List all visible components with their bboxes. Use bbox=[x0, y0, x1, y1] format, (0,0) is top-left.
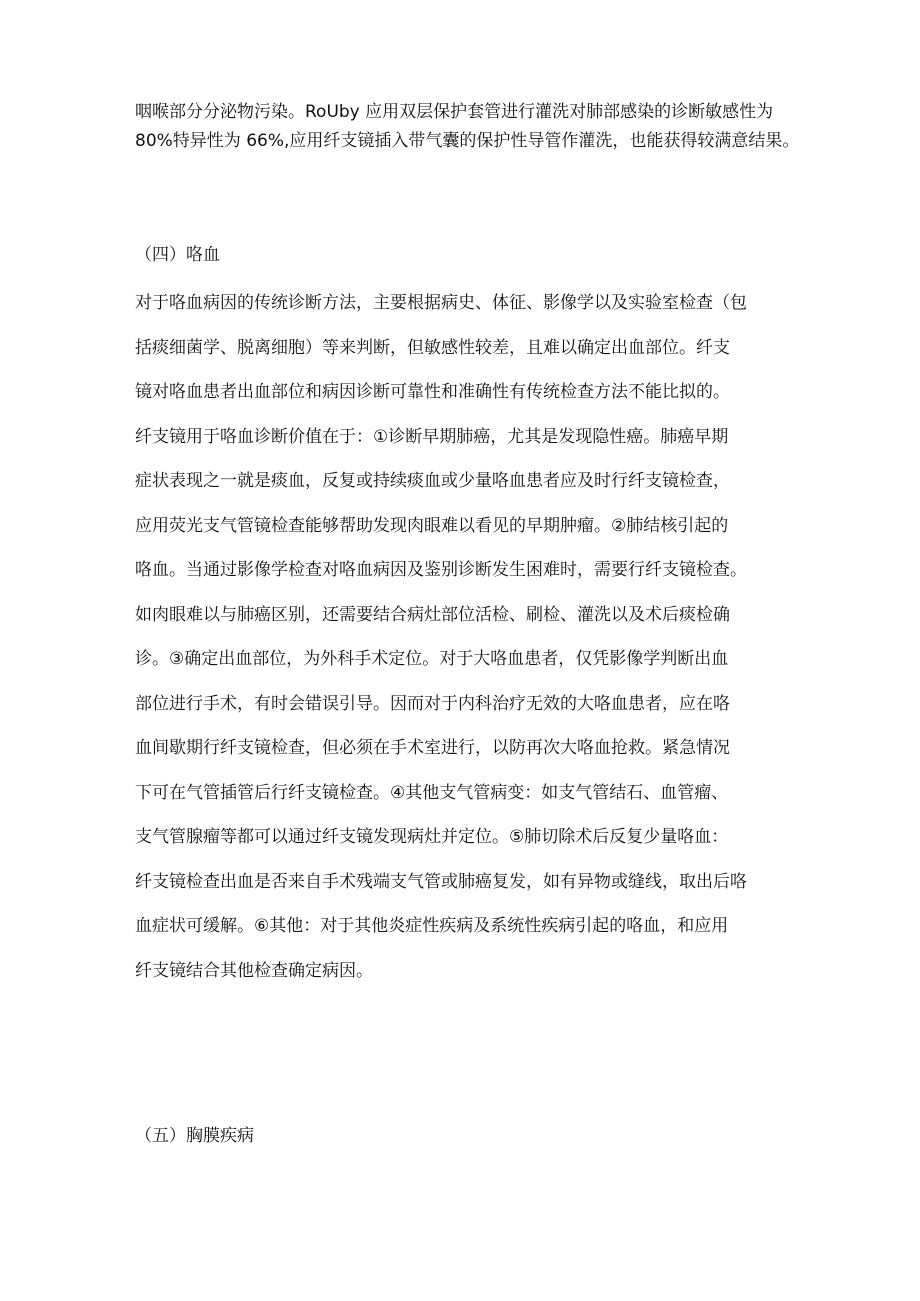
body-line: 括痰细菌学、脱离细胞）等来判断，但敏感性较差，且难以确定出血部位。纤支 bbox=[135, 337, 730, 358]
section-four-body bbox=[135, 288, 835, 1000]
section-five-heading: （五）胸膜疾病 bbox=[135, 1126, 254, 1146]
body-line: 诊。③确定出血部位，为外科手术定位。对于大咯血患者，仅凭影像学判断出血 bbox=[135, 649, 729, 669]
body-line: 下可在气管插管后行纤支镜检查。④其他支气管病变：如支气管结石、血管瘤、 bbox=[135, 782, 729, 803]
body-line: 纤支镜用于咯血诊断价值在于：①诊断早期肺癌，尤其是发现隐性癌。肺癌早期 bbox=[135, 426, 729, 447]
body-line: 如肉眼难以与肺癌区别，还需要结合病灶部位活检、刷检、灌洗以及术后痰检确 bbox=[135, 604, 730, 625]
body-line: 应用荧光支气管镜检查能够帮助发现肉眼难以看见的早期肿瘤。②肺结核引起的 bbox=[135, 515, 729, 536]
body-line: 咯血。当通过影像学检查对咯血病因及鉴别诊断发生困难时，需要行纤支镜检查。 bbox=[135, 560, 747, 580]
body-line: 血间歇期行纤支镜检查，但必须在手术室进行，以防再次大咯血抢救。紧急情况 bbox=[135, 738, 730, 758]
section-four-heading: （四）咯血 bbox=[135, 245, 220, 265]
body-line: 支气管腺瘤等都可以通过纤支镜发现病灶并定位。⑤肺切除术后反复少量咯血： bbox=[135, 827, 729, 847]
body-line: 纤支镜检查出血是否来自手术残端支气管或肺癌复发，如有异物或缝线，取出后咯 bbox=[135, 871, 747, 892]
intro-paragraph: 咽喉部分分泌物污染。RoUby 应用双层保护套管进行灌洗对肺部感染的诊断敏感性为 80%特异性为 66%,应用纤支镜插入带气囊的保护性导管作灌洗，也能获得较满意结果。 bbox=[135, 102, 800, 151]
body-line: 纤支镜结合其他检查确定病因。 bbox=[135, 960, 373, 981]
body-line: 镜对咯血患者出血部位和病因诊断可靠性和准确性有传统检查方法不能比拟的。 bbox=[135, 382, 730, 402]
body-line: 血症状可缓解。⑥其他：对于其他炎症性疾病及系统性疾病引起的咯血，和应用 bbox=[135, 916, 729, 936]
body-line: 部位进行手术，有时会错误引导。因而对于内科治疗无效的大咯血患者，应在咯 bbox=[135, 693, 730, 714]
body-line: 对于咯血病因的传统诊断方法，主要根据病史、体征、影像学以及实验室检查（包 bbox=[135, 293, 747, 313]
body-line: 症状表现之一就是痰血，反复或持续痰血或少量咯血患者应及时行纤支镜检查， bbox=[135, 471, 730, 491]
